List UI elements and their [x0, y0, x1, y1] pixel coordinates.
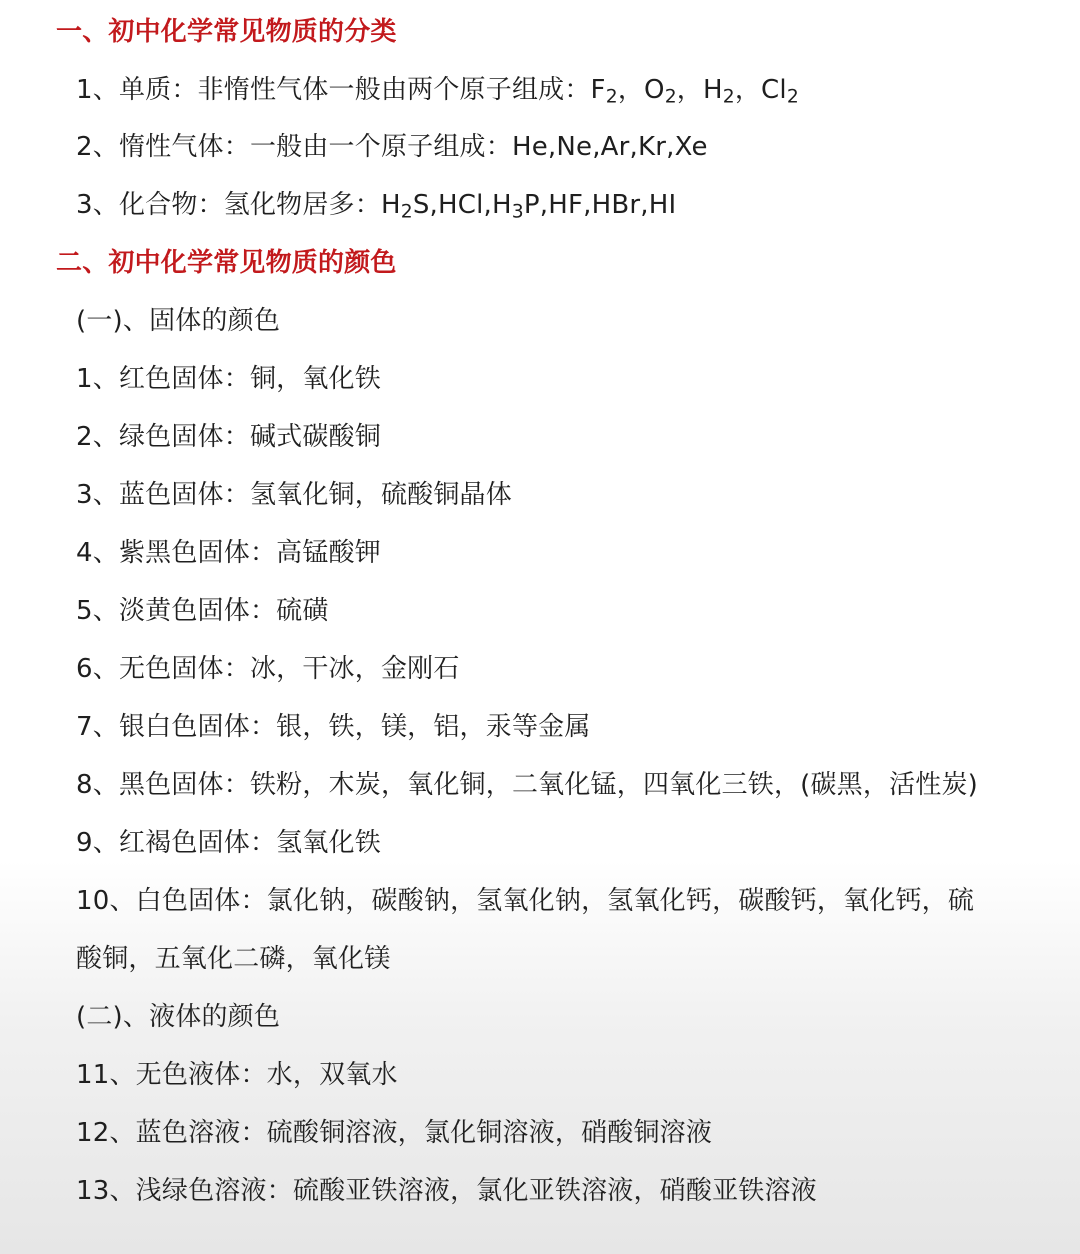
solid-item: 10、白色固体：氯化钠，碳酸钠，氢氧化钠，氢氧化钙，碳酸钙，氧化钙，硫: [76, 886, 975, 916]
solid-colors-subheading: (一)、固体的颜色: [76, 306, 281, 336]
liquid-colors-subheading: (二)、液体的颜色: [76, 1002, 281, 1032]
section-1-item-3: [76, 187, 676, 223]
solid-item: 4、紫黑色固体：高锰酸钾: [76, 538, 381, 568]
formula-part: F: [590, 75, 606, 105]
solid-item: 8、黑色固体：铁粉，木炭，氧化铜，二氧化锰，四氧化三铁，(碳黑，活性炭): [76, 770, 979, 800]
formula-subscript: 2: [400, 201, 413, 223]
formula-part: ，H: [676, 75, 723, 105]
section-1-heading: 一、初中化学常见物质的分类: [56, 17, 397, 47]
formula-subscript: 3: [511, 201, 524, 223]
formula-part: S,HCl,H: [412, 190, 512, 220]
solid-item-continuation: 酸铜，五氧化二磷，氧化镁: [76, 944, 391, 974]
item-text: 1、单质：非惰性气体一般由两个原子组成：: [76, 75, 591, 105]
item-text: 2、惰性气体：一般由一个原子组成：: [76, 132, 512, 162]
solid-item: 7、银白色固体：银，铁，镁，铝，汞等金属: [76, 712, 591, 742]
solid-item: 6、无色固体：冰，干冰，金刚石: [76, 654, 460, 684]
formula-subscript: 2: [605, 86, 618, 108]
liquid-item: 13、浅绿色溶液：硫酸亚铁溶液，氯化亚铁溶液，硝酸亚铁溶液: [76, 1176, 817, 1206]
formula-subscript: 2: [786, 86, 799, 108]
section-1-item-2: [76, 129, 708, 165]
section-1-item-1: [76, 72, 799, 108]
liquid-item: 12、蓝色溶液：硫酸铜溶液，氯化铜溶液，硝酸铜溶液: [76, 1118, 713, 1148]
solid-item: 1、红色固体：铜，氧化铁: [76, 364, 381, 394]
formula-part: ，Cl: [734, 75, 787, 105]
solid-item: 3、蓝色固体：氢氧化铜，硫酸铜晶体: [76, 480, 512, 510]
section-2-heading: 二、初中化学常见物质的颜色: [56, 248, 397, 278]
formula-subscript: 2: [664, 86, 677, 108]
solid-item: 9、红褐色固体：氢氧化铁: [76, 828, 381, 858]
formula-part: P,HF,HBr,HI: [523, 190, 677, 220]
solid-item: 5、淡黄色固体：硫磺: [76, 596, 329, 626]
formula-subscript: 2: [722, 86, 735, 108]
formula-part: H: [380, 190, 401, 220]
item-text: 3、化合物：氢化物居多：: [76, 190, 381, 220]
solid-item: 2、绿色固体：碱式碳酸铜: [76, 422, 381, 452]
formula-part: ，O: [617, 75, 665, 105]
liquid-item: 11、无色液体：水，双氧水: [76, 1060, 398, 1090]
formula-part: He,Ne,Ar,Kr,Xe: [511, 132, 708, 162]
